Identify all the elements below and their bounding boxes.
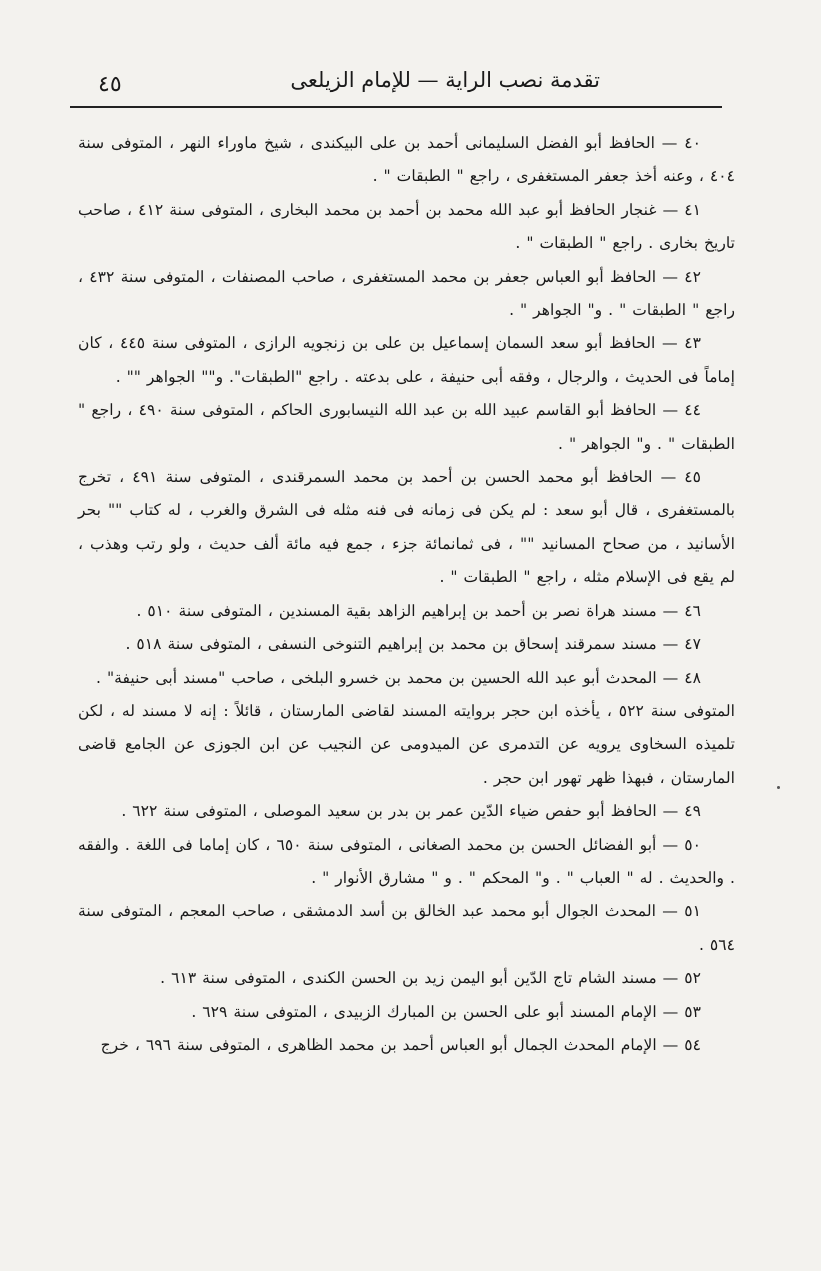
header-rule <box>70 106 722 108</box>
entry-40: ٤٠ — الحافظ أبو الفضل السليمانى أحمد بن على البيكندى ، شيخ ماوراء النهر ، المتوفى سنة ٤٠٤ ، وعنه أخذ جعفر المستغفرى ، راجع " الطبقات " . <box>78 134 735 186</box>
entry-50: ٥٠ — أبو الفضائل الحسن بن محمد الصغانى ، المتوفى سنة ٦٥٠ ، كان إماما فى اللغة . والفقه . والحديث . له " العباب " . و" المحكم " . و " مشارق الأنوار " . <box>78 835 735 887</box>
entry-42: ٤٢ — الحافظ أبو العباس جعفر بن محمد المستغفرى ، صاحب المصنفات ، المتوفى سنة ٤٣٢ ، راجع " الطبقات " . و" الجواهر " . <box>78 267 735 320</box>
entry-46: ٤٦ — مسند هراة نصر بن أحمد بن إبراهيم الزاهد بقية المسندين ، المتوفى سنة ٥١٠ . <box>136 601 701 620</box>
entry-43: ٤٣ — الحافظ أبو سعد السمان إسماعيل بن على بن زنجويه الرازى ، المتوفى سنة ٤٤٥ ، كان إماماً فى الحديث ، والرجال ، وفقه أبى حنيفة ، على بدعته . راجع "الطبقات". و"" الجواهر "" . <box>78 334 735 386</box>
page-header <box>70 62 720 106</box>
entry-45: ٤٥ — الحافظ أبو محمد الحسن بن أحمد بن محمد السمرقندى ، المتوفى سنة ٤٩١ ، تخرج بالمستغفرى ، قال أبو سعد : لم يكن فى زمانه فى فنه مثله فى الشرق والغرب ، له كتاب "" بحر الأسانيد ، من صحاح المسانيد "" ، فى ثمانمائة جزء ، جمع فيه مائة ألف حديث ، ولو رتب وهذب ، لم يقع فى الإسلام مثله ، راجع " الطبقات " . <box>78 468 735 587</box>
entry-49: ٤٩ — الحافظ أبو حفص ضياء الدّين عمر بن بدر بن سعيد الموصلى ، المتوفى سنة ٦٢٢ . <box>121 802 701 821</box>
entry-52: ٥٢ — مسند الشام تاج الدّين أبو اليمن زيد بن الحسن الكندى ، المتوفى سنة ٦١٣ . <box>160 969 701 988</box>
running-title: تقدمة نصب الراية — للإمام الزيلعى <box>290 68 600 92</box>
entry-44: ٤٤ — الحافظ أبو القاسم عبيد الله بن عبد الله النيسابورى الحاكم ، المتوفى سنة ٤٩٠ ، راجع " الطبقات " . و" الجواهر " . <box>78 401 735 453</box>
entry-47: ٤٧ — مسند سمرقند إسحاق بن محمد بن إبراهيم التنوخى النسفى ، المتوفى سنة ٥١٨ . <box>125 635 701 654</box>
stray-ink-dot <box>777 786 780 789</box>
entry-53: ٥٣ — الإمام المسند أبو على الحسن بن المبارك الزبيدى ، المتوفى سنة ٦٢٩ . <box>191 1002 701 1021</box>
page-number: ٤٥ <box>98 72 122 97</box>
entry-48: ٤٨ — المحدث أبو عبد الله الحسين بن محمد بن خسرو البلخى ، صاحب "مسند أبى حنيفة" . <box>96 668 701 687</box>
entry-41: ٤١ — غنجار الحافظ أبو عبد الله محمد بن أحمد بن محمد البخارى ، المتوفى سنة ٤١٢ ، صاحب تاريخ بخارى . راجع " الطبقات " . <box>78 200 735 253</box>
body-text <box>78 127 735 1062</box>
entry-51: ٥١ — المحدث الجوال أبو محمد عبد الخالق بن أسد الدمشقى ، صاحب المعجم ، المتوفى سنة ٥٦٤ . <box>78 902 735 954</box>
entry-54: ٥٤ — الإمام المحدث الجمال أبو العباس أحمد بن محمد الظاهرى ، المتوفى سنة ٦٩٦ ، خرج <box>100 1035 701 1054</box>
entry-48-continuation: المتوفى سنة ٥٢٢ ، يأخذه ابن حجر بروايته المسند لقاضى المارستان ، قائلاً : إنه لا مسند له ، لكن تلميذه السخاوى يرويه عن التدمرى عن الميدومى عن النجيب عن ابن الجوزى عن الجامع قاضى المارستان ، فبهذا ظهر تهور ابن حجر . <box>78 701 735 787</box>
